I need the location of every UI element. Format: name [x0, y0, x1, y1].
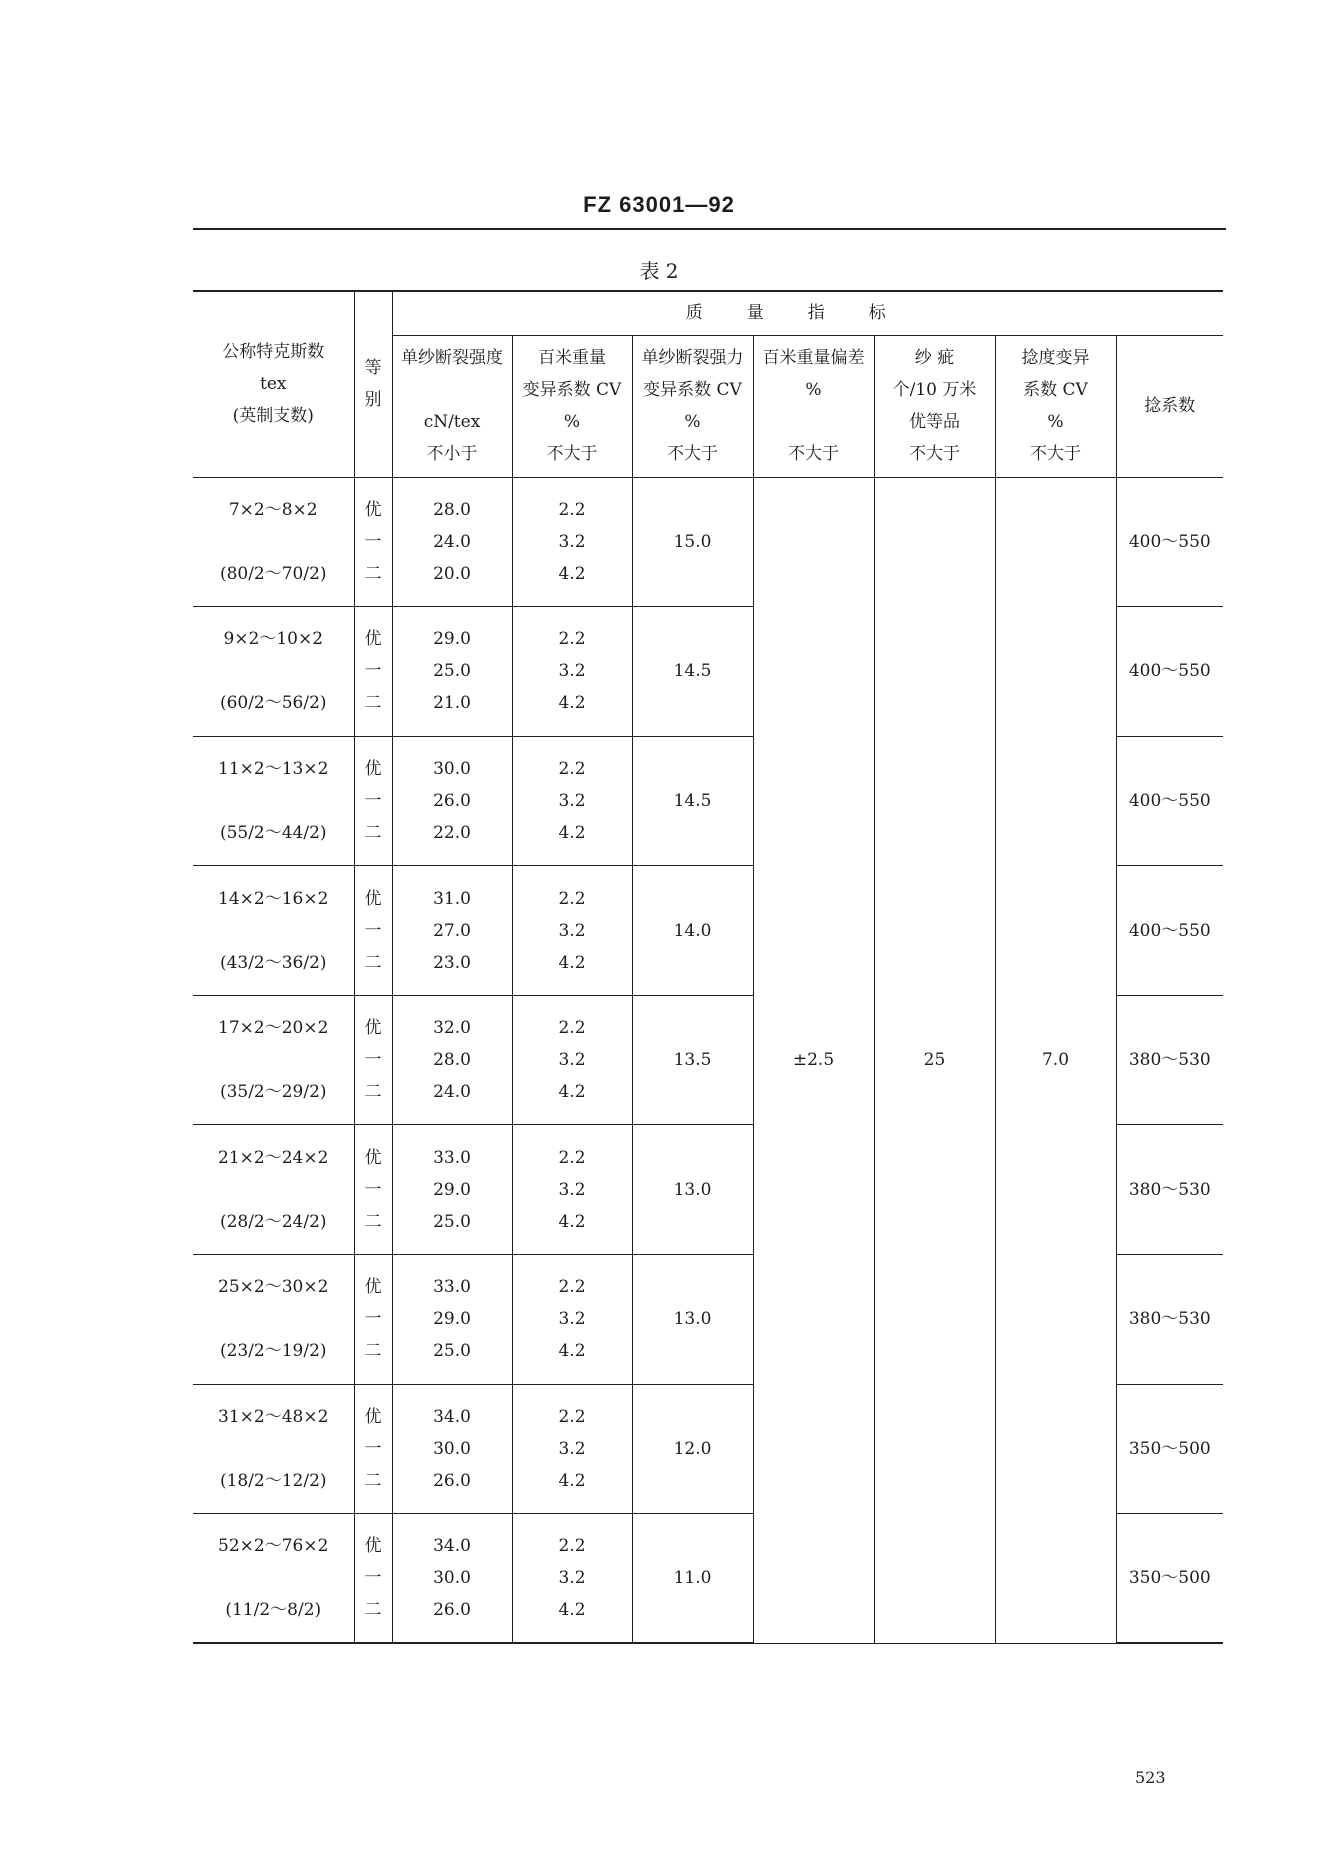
- weight-cv-value: 2.2: [558, 1536, 586, 1557]
- spacer: [193, 1044, 354, 1076]
- col-header-weight-cv: 百米重量 变异系数 CV % 不大于: [512, 335, 632, 477]
- grade-cell: [354, 995, 392, 1125]
- strength-value: 24.0: [433, 531, 471, 552]
- spacer: [193, 526, 354, 558]
- strength-value: 25.0: [433, 1341, 471, 1362]
- col-header-strength: 单纱断裂强度 cN/tex 不小于: [392, 335, 512, 477]
- weight-deviation-value: ±2.5: [753, 477, 874, 1643]
- grade-label: 一: [364, 661, 382, 682]
- twist-coefficient-value: 400～550: [1116, 607, 1223, 737]
- strength-value: 29.0: [433, 1179, 471, 1200]
- grade-cell: [354, 1255, 392, 1385]
- spacer: [193, 1303, 354, 1335]
- grade-label: 一: [364, 1179, 382, 1200]
- weight-cv-value: 3.2: [558, 531, 586, 552]
- tex-range-cell: [193, 1125, 354, 1255]
- weight-cv-cell: [512, 607, 632, 737]
- grade-label: 一: [364, 920, 382, 941]
- grade-cell: [354, 736, 392, 866]
- strength-cell: [392, 866, 512, 996]
- strength-value: 34.0: [433, 1536, 471, 1557]
- strength-value: 34.0: [433, 1406, 471, 1427]
- grade-cell: [354, 866, 392, 996]
- weight-cv-value: 3.2: [558, 920, 586, 941]
- grade-label: 二: [364, 1600, 382, 1621]
- spacer: [193, 915, 354, 947]
- twist-cv-value: 7.0: [995, 477, 1116, 1643]
- grade-label: 一: [364, 1050, 382, 1071]
- grade-label: 二: [364, 1211, 382, 1232]
- grade-label: 二: [364, 1470, 382, 1491]
- strength-value: 30.0: [433, 1568, 471, 1589]
- count-range: (28/2～24/2): [219, 1211, 327, 1232]
- weight-cv-value: 3.2: [558, 790, 586, 811]
- twist-coefficient-value: 350～500: [1116, 1384, 1223, 1514]
- weight-cv-value: 4.2: [558, 1211, 586, 1232]
- strength-cv-value: 12.0: [632, 1384, 753, 1514]
- weight-cv-value: 3.2: [558, 1568, 586, 1589]
- grade-cell: [354, 477, 392, 607]
- tex-range-cell: [193, 1384, 354, 1514]
- strength-value: 20.0: [433, 563, 471, 584]
- col-header-tex: 公称特克斯数 tex (英制支数): [193, 291, 354, 477]
- tex-range: 25×2～30×2: [218, 1277, 329, 1298]
- tex-range-cell: [193, 1255, 354, 1385]
- grade-label: 优: [364, 888, 382, 909]
- weight-cv-value: 3.2: [558, 661, 586, 682]
- tex-range: 9×2～10×2: [223, 629, 324, 650]
- grade-label: 一: [364, 1568, 382, 1589]
- weight-cv-value: 2.2: [558, 888, 586, 909]
- table-row: [193, 477, 1223, 607]
- grade-cell: [354, 607, 392, 737]
- col-header-weight-deviation: 百米重量偏差 % 不大于: [753, 335, 874, 477]
- strength-value: 26.0: [433, 1600, 471, 1621]
- weight-cv-cell: [512, 477, 632, 607]
- strength-cell: [392, 1384, 512, 1514]
- strength-value: 24.0: [433, 1082, 471, 1103]
- tex-range-cell: [193, 736, 354, 866]
- weight-cv-value: 4.2: [558, 1082, 586, 1103]
- strength-value: 29.0: [433, 1309, 471, 1330]
- twist-coefficient-value: 350～500: [1116, 1514, 1223, 1644]
- weight-cv-value: 2.2: [558, 629, 586, 650]
- weight-cv-value: 4.2: [558, 1600, 586, 1621]
- grade-cell: [354, 1514, 392, 1644]
- col-header-twist-cv: 捻度变异 系数 CV % 不大于: [995, 335, 1116, 477]
- grade-label: 一: [364, 1438, 382, 1459]
- count-range: (80/2～70/2): [219, 563, 327, 584]
- grade-label: 优: [364, 1536, 382, 1557]
- spacer: [193, 1562, 354, 1594]
- grade-label: 二: [364, 693, 382, 714]
- weight-cv-value: 2.2: [558, 1406, 586, 1427]
- weight-cv-value: 4.2: [558, 952, 586, 973]
- col-header-strength-cv: 单纱断裂强力 变异系数 CV % 不大于: [632, 335, 753, 477]
- tex-range: 7×2～8×2: [228, 499, 318, 520]
- grade-label: 优: [364, 1277, 382, 1298]
- strength-cv-value: 13.0: [632, 1125, 753, 1255]
- quality-spec-table: [193, 290, 1223, 1644]
- col-header-yarn-defects: 纱 疵 个/10 万米 优等品 不大于: [874, 335, 995, 477]
- spacer: [193, 785, 354, 817]
- strength-value: 32.0: [433, 1018, 471, 1039]
- grade-label: 二: [364, 1341, 382, 1362]
- page-number: 523: [1135, 1768, 1166, 1787]
- weight-cv-value: 2.2: [558, 758, 586, 779]
- weight-cv-value: 4.2: [558, 822, 586, 843]
- weight-cv-cell: [512, 1255, 632, 1385]
- spacer: [193, 1433, 354, 1465]
- grade-label: 二: [364, 822, 382, 843]
- grade-label: 优: [364, 1406, 382, 1427]
- grade-label: 优: [364, 1147, 382, 1168]
- strength-value: 22.0: [433, 822, 471, 843]
- spacer: [193, 1174, 354, 1206]
- table-title: 表 2: [639, 259, 679, 283]
- weight-cv-value: 3.2: [558, 1438, 586, 1459]
- grade-cell: [354, 1125, 392, 1255]
- tex-range-cell: [193, 607, 354, 737]
- strength-cell: [392, 736, 512, 866]
- weight-cv-cell: [512, 995, 632, 1125]
- strength-value: 27.0: [433, 920, 471, 941]
- weight-cv-value: 2.2: [558, 1147, 586, 1168]
- strength-value: 25.0: [433, 661, 471, 682]
- strength-cv-value: 14.0: [632, 866, 753, 996]
- strength-cv-value: 15.0: [632, 477, 753, 607]
- grade-label: 二: [364, 952, 382, 973]
- weight-cv-value: 3.2: [558, 1309, 586, 1330]
- grade-label: 优: [364, 1018, 382, 1039]
- grade-label: 优: [364, 629, 382, 650]
- twist-coefficient-value: 380～530: [1116, 995, 1223, 1125]
- strength-cv-value: 14.5: [632, 736, 753, 866]
- grade-label: 二: [364, 563, 382, 584]
- weight-cv-value: 2.2: [558, 499, 586, 520]
- header-rule: [193, 228, 1226, 230]
- strength-value: 25.0: [433, 1211, 471, 1232]
- col-header-twist-coefficient: 捻系数: [1116, 335, 1223, 477]
- strength-value: 31.0: [433, 888, 471, 909]
- count-range: (55/2～44/2): [219, 822, 327, 843]
- grade-label: 优: [364, 758, 382, 779]
- standard-code: FZ 63001—92: [583, 192, 735, 217]
- strength-value: 33.0: [433, 1277, 471, 1298]
- strength-cv-value: 14.5: [632, 607, 753, 737]
- weight-cv-value: 4.2: [558, 563, 586, 584]
- spacer: [193, 655, 354, 687]
- col-header-grade: 等 别: [354, 291, 392, 477]
- grade-label: 一: [364, 531, 382, 552]
- tex-range: 52×2～76×2: [218, 1536, 329, 1557]
- strength-value: 33.0: [433, 1147, 471, 1168]
- tex-range: 31×2～48×2: [218, 1406, 329, 1427]
- weight-cv-value: 3.2: [558, 1050, 586, 1071]
- quality-index-group-header: 质量指标: [392, 291, 1223, 335]
- tex-range: 11×2～13×2: [218, 758, 329, 779]
- strength-value: 29.0: [433, 629, 471, 650]
- strength-cell: [392, 607, 512, 737]
- tex-range: 17×2～20×2: [218, 1018, 329, 1039]
- count-range: (35/2～29/2): [219, 1082, 327, 1103]
- tex-range: 21×2～24×2: [218, 1147, 329, 1168]
- grade-label: 二: [364, 1082, 382, 1103]
- count-range: (23/2～19/2): [219, 1341, 327, 1362]
- weight-cv-value: 4.2: [558, 693, 586, 714]
- weight-cv-value: 3.2: [558, 1179, 586, 1200]
- strength-value: 28.0: [433, 499, 471, 520]
- grade-label: 一: [364, 1309, 382, 1330]
- weight-cv-cell: [512, 866, 632, 996]
- count-range: (43/2～36/2): [219, 952, 327, 973]
- strength-value: 23.0: [433, 952, 471, 973]
- weight-cv-value: 4.2: [558, 1470, 586, 1491]
- weight-cv-value: 2.2: [558, 1277, 586, 1298]
- weight-cv-cell: [512, 1514, 632, 1644]
- grade-label: 一: [364, 790, 382, 811]
- twist-coefficient-value: 380～530: [1116, 1125, 1223, 1255]
- weight-cv-value: 4.2: [558, 1341, 586, 1362]
- strength-value: 26.0: [433, 1470, 471, 1491]
- tex-range-cell: [193, 866, 354, 996]
- weight-cv-cell: [512, 1384, 632, 1514]
- strength-cell: [392, 1514, 512, 1644]
- strength-value: 30.0: [433, 758, 471, 779]
- twist-coefficient-value: 400～550: [1116, 736, 1223, 866]
- twist-coefficient-value: 400～550: [1116, 477, 1223, 607]
- strength-value: 28.0: [433, 1050, 471, 1071]
- twist-coefficient-value: 400～550: [1116, 866, 1223, 996]
- grade-label: 优: [364, 499, 382, 520]
- strength-cv-value: 13.0: [632, 1255, 753, 1385]
- count-range: (60/2～56/2): [219, 693, 327, 714]
- twist-coefficient-value: 380～530: [1116, 1255, 1223, 1385]
- tex-range-cell: [193, 995, 354, 1125]
- strength-cv-value: 11.0: [632, 1514, 753, 1644]
- weight-cv-value: 2.2: [558, 1018, 586, 1039]
- strength-cell: [392, 1125, 512, 1255]
- grade-cell: [354, 1384, 392, 1514]
- count-range: (18/2～12/2): [219, 1470, 327, 1491]
- tex-range-cell: [193, 477, 354, 607]
- yarn-defects-value: 25: [874, 477, 995, 1643]
- weight-cv-cell: [512, 736, 632, 866]
- count-range: (11/2～8/2): [225, 1600, 322, 1621]
- strength-cv-value: 13.5: [632, 995, 753, 1125]
- strength-cell: [392, 1255, 512, 1385]
- strength-value: 26.0: [433, 790, 471, 811]
- strength-value: 30.0: [433, 1438, 471, 1459]
- strength-cell: [392, 995, 512, 1125]
- weight-cv-cell: [512, 1125, 632, 1255]
- strength-cell: [392, 477, 512, 607]
- tex-range-cell: [193, 1514, 354, 1644]
- strength-value: 21.0: [433, 693, 471, 714]
- tex-range: 14×2～16×2: [218, 888, 329, 909]
